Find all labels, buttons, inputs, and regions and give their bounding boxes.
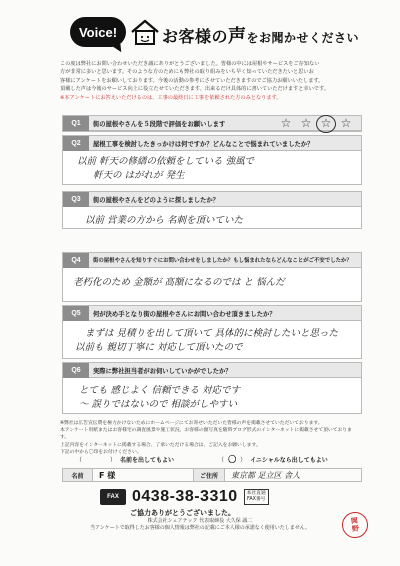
address-label: ご住所 (193, 469, 225, 481)
star-icon[interactable]: ☆ (340, 116, 352, 130)
question-header (63, 253, 361, 268)
question-block-q2 (62, 135, 362, 185)
star-icon-selected[interactable]: ☆ (320, 116, 332, 130)
question-text: 何が決め手となり街の屋根やさんにお問い合わせ頂きましたか？ (93, 310, 276, 318)
intro-text: この度は弊社にお問い合わせいただき誠にありがとうございました。皆様の中には屋根やサービスをご存知ない 方が非常に多いと思います。そのような方のためにも弊社の取り組みをいち早く知っていただきたいと思いお 客様にアンケートをお願いしております。今後の活動の参考にさせていただきますのでご協力お願いいたします。 頂戴した声は今後のサービス向上に役立たせていただきます。出来るだけ具体的に書いていただけますと幸いです。 ※本アンケートにお答えいただけるのは、工事の最終日に工事を依頼された方のみとなります。 (60, 61, 329, 101)
company-info: 株式会社シェアテック 代表取締役 大久保 誠二 当アンケートで取得したお客様の個人情報は弊社の記載にご本人様の承諾なく使用いたしません。 (90, 518, 311, 531)
question-badge: Q2 (63, 136, 89, 151)
answer-text-line: 以前 営業の方から 名刺を頂いていた (85, 215, 244, 226)
voice-badge: Voice! (70, 17, 126, 47)
question-header (63, 306, 361, 321)
fax-icon: FAX (100, 489, 126, 505)
rating-stars[interactable] (279, 117, 353, 130)
header (54, 14, 360, 54)
question-block-q3 (62, 191, 362, 229)
question-badge: Q5 (63, 306, 89, 321)
question-header (63, 136, 361, 151)
hanko-seal: 岡 野 (340, 510, 369, 539)
thanks-message: ご協力ありがとうございました。 (130, 509, 235, 517)
answer-text-line: ～ 誤りではないので 相談がしやすい (79, 399, 238, 410)
answer-text-line: 以前も 親切丁寧に 対応して頂いたので (75, 342, 243, 353)
question-badge: Q6 (63, 363, 89, 378)
house-icon (130, 18, 160, 46)
question-text: 街の屋根やさんを５段階で評価をお願いします (93, 120, 226, 128)
initial-choice-label: イニシャルなら出してもよい (250, 456, 328, 464)
question-badge: Q3 (63, 192, 89, 207)
initial-choice-mark[interactable]: 〇 (228, 454, 237, 464)
fax-number: 0438-38-3310 (132, 488, 238, 505)
question-header (63, 116, 361, 131)
name-field[interactable]: F 様 (99, 470, 116, 480)
question-block-q4 (62, 252, 362, 302)
address-field[interactable]: 東京都 足立区 舎人 (231, 470, 301, 480)
fax-note: 本社直通 FAX番号 (244, 489, 269, 505)
question-header (63, 192, 361, 207)
name-choice-label: 名前を出してもよい (120, 456, 175, 464)
star-icon[interactable]: ☆ (300, 116, 312, 130)
question-text: 街の屋根やさんを知りすぐにお問い合わせをしましたか？もし悩まれたならどんなことがご不安でしたか？ (93, 258, 352, 264)
answer-text-line: 以前 軒天の修繕の依頼をしている 強風で (77, 156, 255, 167)
answer-text-line: まずは 見積りを出して頂いて 具体的に検討したいと思った (85, 328, 339, 339)
question-header (63, 363, 361, 378)
question-badge: Q4 (63, 253, 89, 268)
star-icon[interactable]: ☆ (280, 116, 292, 130)
name-label: 名前 (63, 469, 93, 481)
answer-text-line: とても 感じよく 信頼できる 対応です (79, 385, 241, 396)
customer-info-row (62, 468, 362, 482)
question-block-q1 (62, 115, 362, 132)
fax-bar (100, 488, 320, 506)
question-text: 街の屋根やさんをどのように探しましたか？ (93, 196, 219, 204)
answer-text-line: 老朽化のため 金額が 高額になるのでは と 悩んだ (73, 277, 285, 288)
question-text: 屋根工事を検討したきっかけは何ですか？どんなことで悩まれていましたか？ (93, 140, 314, 148)
page-title: お客様の声をお聞かせください (162, 26, 360, 47)
publication-notice: ※弊社は広告宣伝費を極力かけないためにホームページにてお寄せいただいた皆様の声を掲載させていただいております。 本アンケート用紙またはお客様宅の調査風景や施工状況、お客様の顔写真を随時ブログ形式のインターネットに掲載させて頂いております。 上記内容をインターネットに掲載する場合、了承いただける場合は、ご記入をお願いします。 下記の中から〇印をお付けください。 (60, 421, 352, 455)
answer-text-line: 軒天の はがれが 発生 (93, 170, 185, 181)
publication-choice-row: （ ） 名前を出してもよい （ 〇 ） イニシャルなら出してもよい (76, 454, 328, 464)
question-badge: Q1 (63, 116, 89, 131)
question-block-q6 (62, 362, 362, 414)
question-block-q5 (62, 305, 362, 359)
question-text: 実際に弊社担当者がお伺いしていかがでしたか？ (93, 367, 232, 375)
